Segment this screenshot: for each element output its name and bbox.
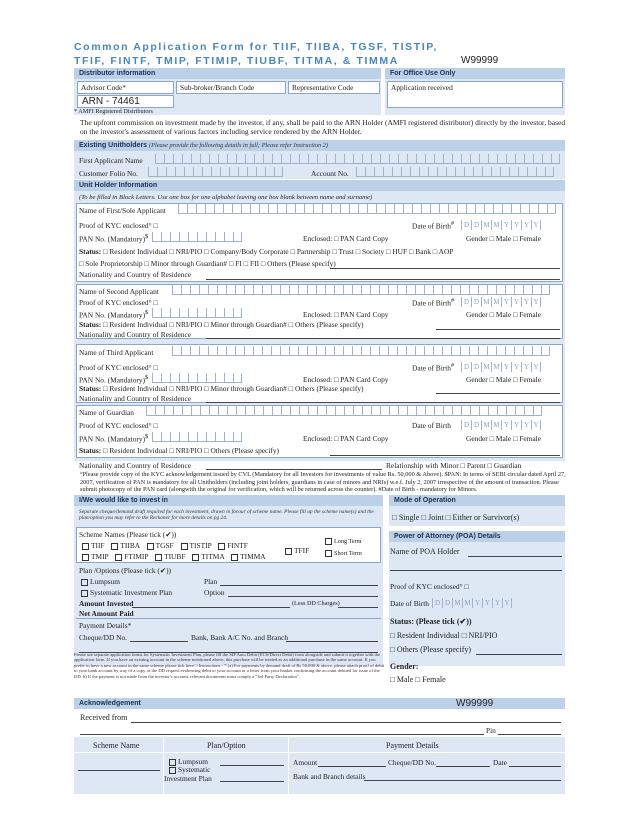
lumpsum-row: [76, 577, 120, 586]
pin-label: Pin: [486, 726, 496, 735]
dob-cell: M: [481, 220, 491, 230]
dd-charges-line[interactable]: [338, 607, 378, 608]
dob-cell: Y: [531, 220, 541, 230]
dob-cell: Y: [511, 220, 521, 230]
cheque-label: Cheque/DD No.: [79, 633, 128, 642]
third-pan-text: PAN No. (Mandatory): [79, 375, 146, 385]
invest-note: Separate cheque/demand draft required for each investment, drawn in favour of scheme name. Please fill up the scheme name(s) and the plan/option you may refer to the Reckoner for more details on pg 24.: [79, 509, 374, 522]
poa-holder-line-2[interactable]: [390, 570, 562, 571]
poa-bar: Power of Attorney (POA) Details: [389, 531, 565, 542]
dob-cell: Y: [501, 420, 511, 430]
first-dob-cells[interactable]: [461, 220, 541, 230]
guardian-name-cells[interactable]: [146, 406, 542, 416]
plan-label: Plan: [204, 577, 218, 586]
third-name-label: Name of Third Applicant: [79, 348, 154, 357]
third-status-options[interactable]: □ Resident Individual □ NRI/PIO □ Minor through Guardian# □ Others (Please specify): [103, 384, 364, 393]
ack-plan-line[interactable]: [220, 765, 284, 766]
ack-date-label: Date: [493, 758, 507, 767]
account-label: Account No.: [311, 169, 349, 178]
amount-invested-label: Amount Invested: [79, 599, 134, 608]
long-term-label: Long Term: [334, 538, 362, 545]
pin-line[interactable]: [498, 734, 561, 735]
poa-holder-label: Name of POA Holder: [390, 547, 460, 556]
tfif-checkbox[interactable]: [285, 548, 292, 555]
scheme-titma: TITMA: [201, 552, 225, 561]
scheme-tmip: TMIP: [91, 552, 109, 561]
first-kyc-label: Proof of KYC enclosed° □: [79, 221, 158, 230]
dob-cell: Y: [501, 220, 511, 230]
amount-line[interactable]: [132, 607, 290, 608]
second-dob-label: [412, 298, 454, 307]
first-gender-text: Gender: [466, 234, 488, 243]
commission-note: The upfront commission on investment made by the investor, if any, shall be paid to the ARN Holder (AMFI registered distributor) directly by the investor, based on the investor's assessment of various factors including service rendered by the ARN Holder.: [80, 118, 566, 136]
scheme-names-label: Scheme Names (Please tick (✔)): [79, 530, 177, 539]
folio-cells[interactable]: [148, 167, 283, 177]
ack-col-sep-2: [288, 737, 289, 794]
guardian-other-line[interactable]: [330, 455, 560, 456]
bank-line[interactable]: [286, 641, 378, 642]
account-cells[interactable]: [356, 167, 554, 177]
second-pan-sup: $: [145, 310, 149, 316]
scheme-timma: TIMMA: [240, 552, 266, 561]
third-pan-sup: $: [145, 375, 149, 381]
form-title-line1: Common Application Form for TIIF, TIIBA, TGSF, TISTIP,: [74, 41, 439, 53]
bank-label: Bank, Bank A/C No. and Branch: [191, 633, 289, 642]
tfif-row: [280, 546, 309, 555]
ack-table-header-sep: [74, 752, 565, 753]
ack-cheque-line[interactable]: [436, 766, 490, 767]
unit-holder-bar: Unit Holder Information: [74, 180, 565, 191]
arn-field[interactable]: [77, 95, 174, 108]
block-letters-note: (To be filled in Block Letters. Use one box for one alphabet leaving one box blank between name and surname): [79, 194, 373, 201]
form-title-line2: TFIF, FINTF, TMIP, FTIMIP, TIUBF, TITMA, & TIMMA: [74, 55, 399, 67]
poa-dob-cells[interactable]: [432, 598, 512, 608]
first-name-label: Name of First/Sole Applicant: [79, 206, 166, 215]
first-other-line[interactable]: [330, 268, 560, 269]
guardian-dob-label: Date of Birth: [412, 421, 451, 430]
scheme-tgsf: TGSF: [155, 541, 174, 550]
first-pan-cells[interactable]: [152, 232, 242, 242]
first-dob-sup: #: [451, 221, 455, 227]
second-enclosed-label: Enclosed: □ PAN Card Copy: [303, 310, 389, 319]
dob-cell: D: [432, 598, 442, 608]
guardian-pan-text: PAN No. (Mandatory): [79, 434, 146, 444]
dob-cell: Y: [502, 598, 512, 608]
scheme-ftimip: FTIMIP: [124, 552, 149, 561]
short-term-checkbox[interactable]: [325, 550, 332, 557]
second-status-options[interactable]: □ Resident Individual □ NRI/PIO □ Minor through Guardian# □ Others (Please specify): [103, 320, 364, 329]
sip-label: Systematic Investment Plan: [90, 588, 173, 597]
second-gender-options[interactable]: □ Male □ Female: [489, 310, 542, 319]
invest-bar: I/We would like to invest in: [74, 495, 383, 506]
dob-cell: M: [481, 297, 491, 307]
ack-amount-line[interactable]: [318, 766, 386, 767]
second-dob-sup: #: [451, 298, 455, 304]
dob-cell: M: [491, 220, 501, 230]
scheme-checkbox[interactable]: [111, 543, 118, 550]
third-nationality-label: Nationality and Country of Residence: [79, 394, 192, 403]
guardian-pan-label: [79, 434, 148, 443]
first-gender-options[interactable]: □ Male □ Female: [489, 234, 542, 243]
third-dob-sup: #: [451, 363, 455, 369]
sub-broker-label: Sub-broker/Branch Code: [180, 83, 255, 92]
dob-cell: Y: [511, 362, 521, 372]
dob-cell: Y: [511, 420, 521, 430]
third-dob-cells[interactable]: [461, 362, 541, 372]
payment-details-label: Payment Details*: [79, 621, 132, 630]
scheme-tistip: TISTIP: [189, 541, 212, 550]
first-status-row1: [79, 247, 453, 256]
poa-resident-options[interactable]: □ Resident Individual □ NRI/PIO: [390, 631, 498, 640]
second-status-label: Status:: [79, 320, 102, 329]
scheme-row-1: [77, 541, 248, 550]
scheme-fintf: FINTF: [227, 541, 248, 550]
second-pan-text: PAN No. (Mandatory): [79, 310, 146, 320]
plan-line[interactable]: [220, 585, 378, 586]
representative-code-field[interactable]: [288, 81, 380, 94]
third-name-cells[interactable]: [172, 346, 550, 356]
scheme-tiubf: TIUBF: [164, 552, 186, 561]
guardian-gender-text: Gender: [466, 434, 488, 443]
guardian-nationality-label: Nationality and Country of Residence: [79, 461, 192, 470]
second-other-line[interactable]: [436, 329, 560, 330]
ack-lumpsum-label: Lumpsum: [178, 757, 208, 766]
dob-cell: D: [461, 362, 471, 372]
ack-scheme-name-header: Scheme Name: [93, 741, 140, 750]
poa-dob-label: Date of Birth: [390, 599, 429, 608]
scheme-checkbox[interactable]: [155, 554, 162, 561]
dob-cell: D: [442, 598, 452, 608]
existing-unitholders-bar: [74, 140, 565, 151]
received-from-label: Received from: [80, 713, 128, 722]
ack-amount-label: Amount: [293, 758, 318, 767]
guardian-pan-sup: $: [145, 434, 149, 440]
guardian-status-options[interactable]: □ Resident Individual □ NRI/PIO □ Others (Please specify): [103, 446, 280, 455]
first-nationality-line[interactable]: [206, 279, 560, 280]
acknowledgement-bar: Acknowledgement: [74, 698, 565, 709]
application-received-field[interactable]: [387, 81, 563, 108]
dob-cell: M: [491, 362, 501, 372]
dob-cell: Y: [472, 598, 482, 608]
poa-gender-options[interactable]: □ Male □ Female: [390, 675, 446, 684]
first-status-label: Status:: [79, 247, 102, 256]
less-dd-label: (Less DD Charges): [292, 600, 340, 607]
guardian-gender-options[interactable]: □ Male □ Female: [489, 434, 542, 443]
scheme-checkbox[interactable]: [231, 554, 238, 561]
dob-cell: D: [471, 420, 481, 430]
advisor-code-field[interactable]: [77, 81, 174, 94]
scheme-tiiba: TIIBA: [120, 541, 140, 550]
second-nationality-label: Nationality and Country of Residence: [79, 330, 192, 339]
poa-others-line[interactable]: [476, 654, 562, 655]
ack-bank-line[interactable]: [364, 780, 561, 781]
first-pan-sup: $: [145, 234, 149, 240]
second-dob-text: Date of Birth: [412, 298, 451, 308]
first-name-cells[interactable]: [178, 204, 556, 214]
long-term-checkbox[interactable]: [325, 538, 332, 545]
representative-code-label: Representative Code: [292, 83, 354, 92]
lumpsum-checkbox[interactable]: [81, 579, 88, 586]
dob-cell: Y: [521, 362, 531, 372]
dob-cell: D: [461, 420, 471, 430]
second-pan-cells[interactable]: [152, 308, 242, 318]
third-other-line[interactable]: [436, 393, 560, 394]
ack-lumpsum-checkbox[interactable]: [169, 759, 176, 766]
third-kyc-label: Proof of KYC enclosed° □: [79, 363, 158, 372]
dob-cell: D: [471, 297, 481, 307]
dob-cell: Y: [501, 362, 511, 372]
ack-sip-label: Systematic Investment Plan: [164, 765, 212, 783]
dob-cell: M: [452, 598, 462, 608]
third-enclosed-label: Enclosed: □ PAN Card Copy: [303, 375, 389, 384]
mode-options[interactable]: □ Single □ Joint □ Either or Survivor(s): [392, 513, 520, 522]
scheme-checkbox[interactable]: [82, 543, 89, 550]
guardian-pan-cells[interactable]: [152, 432, 242, 442]
advisor-code-label: Advisor Code*: [81, 83, 126, 92]
scheme-checkbox[interactable]: [181, 543, 188, 550]
relationship-label[interactable]: Relationship with Minor □ Parent □ Guardian: [386, 461, 522, 470]
first-dob-text: Date of Birth: [412, 221, 451, 231]
ack-plan-option-header: Plan/Option: [207, 741, 246, 750]
dob-cell: Y: [521, 297, 531, 307]
ack-form-number: W99999: [456, 698, 494, 709]
second-name-label: Name of Second Applicant: [79, 287, 159, 296]
first-status-options-1[interactable]: □ Resident Individual □ NRI/PIO □ Company/Body Corporate □ Partnership □ Trust □ Society □ HUF □ Bank □ AOP: [103, 247, 454, 256]
ack-sip-row: [164, 766, 220, 783]
lumpsum-label: Lumpsum: [90, 577, 120, 586]
application-received-label: Application received: [391, 83, 453, 92]
third-status-label: Status:: [79, 384, 102, 393]
first-gender-label: [466, 234, 541, 243]
cheque-line[interactable]: [130, 641, 188, 642]
long-term-row: [320, 538, 361, 545]
guardian-status-label: Status:: [79, 446, 102, 455]
second-status-row: [79, 320, 364, 329]
invest-footnote: Please see separate application forms for Systematic Investment Plan, please fill the SIP Auto Debit (ECS/Direct Debit) form alongside and submit it together with the application form. If you have an existing account in the scheme mentioned above, this purchase will be treated as an additional purchase in the same account. If you prefer to have a new account in the same scheme please tick here □ Instructions - * (a) For payments by demand draft of Rs 50,000 & above, please attach proof of debit to your bank account by way of a copy of the DD request evidencing debit to your account or a letter from your banker confirming the account debited for issue of the DD. b) If the payment is not made from the investor's account, relevant documents must comply a "3rd Party Declaration".: [74, 652, 385, 679]
third-dob-text: Date of Birth: [412, 363, 451, 373]
dob-cell: Y: [482, 598, 492, 608]
plan-options-label: Plan /Options (Please tick (✔)): [79, 566, 171, 575]
ack-date-line[interactable]: [509, 766, 561, 767]
guardian-kyc-label: Proof of KYC enclosed° □: [79, 421, 158, 430]
third-status-row: [79, 384, 364, 393]
scheme-row-2: [77, 552, 266, 561]
scheme-checkbox[interactable]: [147, 543, 154, 550]
poa-kyc-label: Proof of KYC enclosed° □: [390, 582, 469, 591]
dob-cell: M: [481, 420, 491, 430]
ack-option-line[interactable]: [220, 781, 284, 782]
third-dob-label: [412, 363, 454, 372]
existing-bar-title: Existing Unitholders: [79, 142, 148, 149]
sip-row: [76, 588, 172, 597]
first-enclosed-label: Enclosed: □ PAN Card Copy: [303, 234, 389, 243]
kyc-pan-note: °Please provide copy of the KYC acknowledgement issued by CVL (Mandatory for all Investors for investments of value Rs. 50,000 & Above). $PAN: In terms of SEBI circular dated April 27, 2007, verification of PAN is mandatory for all Unitholders (including joint holders, guardians in case of minors and NRIs) w.e.f. July 2, 2007 irrespective of the amount of transaction. Please submit photocopy of the PAN card (alongwith the original for verification, which will be returned across the counter). #Date of Birth - mandatory for Minors.: [80, 471, 566, 493]
first-applicant-label: First Applicant Name: [79, 156, 143, 165]
scheme-tiif: TIIF: [91, 541, 105, 550]
payment-separator: [76, 618, 381, 619]
guardian-gender-label: [466, 434, 541, 443]
amfi-note: * AMFI Registered Distributors: [74, 108, 153, 115]
second-nationality-line[interactable]: [206, 338, 560, 339]
poa-status-label: Status: (Please tick (✔)): [390, 617, 472, 626]
dob-cell: Y: [492, 598, 502, 608]
ack-bank-label: Bank and Branch details: [293, 772, 366, 781]
dob-cell: M: [491, 420, 501, 430]
dob-cell: Y: [501, 297, 511, 307]
short-term-label: Short Term: [334, 550, 362, 557]
dob-cell: Y: [531, 420, 541, 430]
poa-holder-line[interactable]: [468, 556, 562, 557]
dob-cell: D: [461, 220, 471, 230]
dob-cell: D: [471, 362, 481, 372]
guardian-name-label: Name of Guardian: [79, 408, 134, 417]
second-name-cells[interactable]: [172, 285, 550, 295]
guardian-dob-cells[interactable]: [461, 420, 541, 430]
second-gender-label: [466, 310, 541, 319]
short-term-row: [320, 550, 362, 557]
sub-broker-field[interactable]: [176, 81, 286, 94]
address-line[interactable]: [80, 734, 484, 735]
scheme-checkbox[interactable]: [192, 554, 199, 561]
third-nationality-line[interactable]: [206, 402, 560, 403]
option-line[interactable]: [228, 596, 378, 597]
first-dob-label: [412, 221, 454, 230]
third-gender-text: Gender: [466, 375, 488, 384]
first-status-row2[interactable]: □ Sole Proprietorship □ Minor through Guardian# □ FI □ FII □ Others (Please specify): [79, 259, 336, 268]
dob-cell: M: [481, 362, 491, 372]
second-dob-cells[interactable]: [461, 297, 541, 307]
ack-cheque-label: Cheque/DD No.: [388, 758, 437, 767]
folio-label: Customer Folio No.: [79, 169, 138, 178]
third-pan-cells[interactable]: [152, 373, 242, 383]
dob-cell: D: [461, 297, 471, 307]
second-gender-text: Gender: [466, 310, 488, 319]
guardian-enclosed-label: Enclosed: □ PAN Card Copy: [303, 434, 389, 443]
dob-cell: Y: [511, 297, 521, 307]
first-pan-label: [79, 234, 148, 243]
guardian-nationality-line[interactable]: [206, 469, 382, 470]
ack-scheme-line[interactable]: [78, 770, 160, 771]
form-number: W99999: [461, 55, 499, 66]
second-kyc-label: Proof of KYC enclosed° □: [79, 298, 158, 307]
dob-cell: Y: [521, 420, 531, 430]
first-applicant-cells[interactable]: [155, 154, 560, 164]
sip-checkbox[interactable]: [81, 590, 88, 597]
dob-cell: Y: [531, 297, 541, 307]
net-amount-label: Net Amount Paid: [79, 609, 134, 618]
ack-payment-header: Payment Details: [386, 741, 439, 750]
scheme-checkbox[interactable]: [115, 554, 122, 561]
option-label: Option: [204, 588, 225, 597]
dob-cell: D: [471, 220, 481, 230]
existing-bar-note: (Please provide the following details in full; Please refer Instruction 2): [149, 142, 328, 149]
dob-cell: M: [491, 297, 501, 307]
office-use-bar: For Office Use Only: [385, 68, 565, 79]
guardian-status-row: [79, 446, 279, 455]
mode-bar: Mode of Operation: [389, 495, 565, 506]
scheme-checkbox[interactable]: [218, 543, 225, 550]
third-gender-label: [466, 375, 541, 384]
dob-cell: M: [462, 598, 472, 608]
first-nationality-label: Nationality and Country of Residence: [79, 270, 192, 279]
dob-cell: Y: [521, 220, 531, 230]
third-gender-options[interactable]: □ Male □ Female: [489, 375, 542, 384]
poa-gender-label: Gender:: [390, 662, 419, 671]
dob-cell: Y: [531, 362, 541, 372]
poa-others-option[interactable]: □ Others (Please specify): [390, 645, 472, 654]
received-from-line[interactable]: [131, 722, 561, 723]
distributor-bar: Distributor information: [74, 68, 381, 79]
scheme-checkbox[interactable]: [82, 554, 89, 561]
tfif-label: TFIF: [294, 546, 310, 555]
first-pan-text: PAN No. (Mandatory): [79, 234, 146, 244]
arn-value: ARN - 74461: [82, 96, 140, 107]
second-pan-label: [79, 310, 148, 319]
